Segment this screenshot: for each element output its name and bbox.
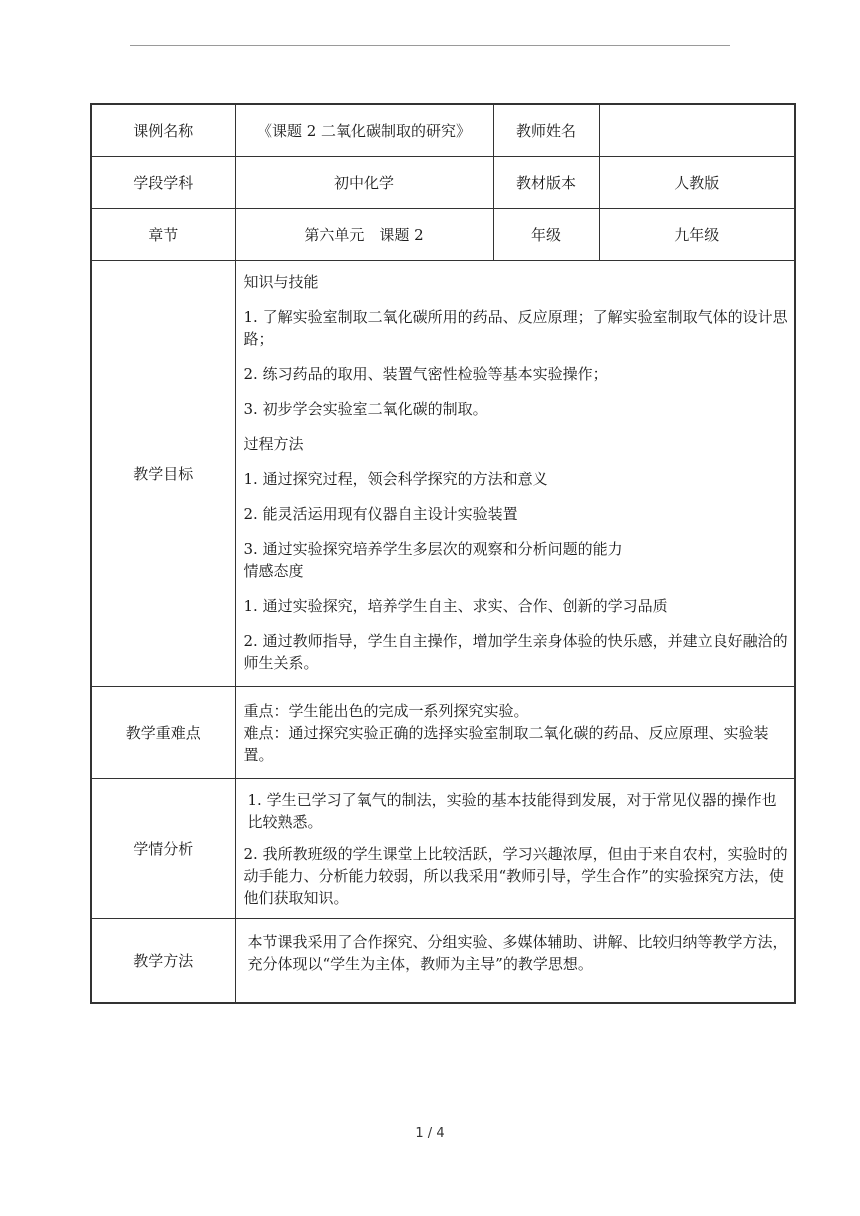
objectives-label: 教学目标 (91, 261, 235, 687)
table-row (91, 779, 795, 919)
knowledge-heading: 知识与技能 (243, 273, 319, 291)
methods-text: 本节课我采用了合作探究、分组实验、多媒体辅助、讲解、比较归纳等教学方法，充分体现以“学生为主体，教师为主导”的教学思想。 (247, 933, 788, 973)
table-row (91, 919, 795, 1003)
methods-content (235, 919, 795, 1003)
analysis-item-1: 1. 学生已学习了氧气的制法，实验的基本技能得到发展，对于常见仪器的操作也比较熟悉。 (247, 790, 777, 831)
page-number: 1 / 4 (415, 1126, 445, 1141)
objectives-content (235, 261, 795, 687)
chapter-label: 章节 (91, 209, 235, 261)
textbook-edition-label: 教材版本 (493, 157, 599, 209)
grade-label: 年级 (493, 209, 599, 261)
emotion-item-2: 2. 通过教师指导，学生自主操作，增加学生亲身体验的快乐感，并建立良好融洽的师生关系。 (243, 632, 788, 672)
table-row (91, 157, 795, 209)
process-item-2: 2. 能灵活运用现有仪器自主设计实验装置 (243, 505, 518, 523)
methods-label: 教学方法 (91, 919, 235, 1003)
focus-text: 重点：学生能出色的完成一系列探究实验。 (243, 701, 529, 720)
difficulty-text: 难点：通过探究实验正确的选择实验室制取二氧化碳的药品、反应原理、实验装置。 (243, 723, 769, 764)
grade-value: 九年级 (599, 209, 795, 261)
analysis-content (235, 779, 795, 919)
lesson-plan-table (90, 103, 796, 1004)
teacher-name-label: 教师姓名 (493, 104, 599, 157)
header-rule (130, 45, 730, 46)
knowledge-item-3: 3. 初步学会实验室二氧化碳的制取。 (243, 400, 488, 418)
process-item-3: 3. 通过实验探究培养学生多层次的观察和分析问题的能力 (243, 540, 623, 558)
analysis-item-2: 2. 我所教班级的学生课堂上比较活跃，学习兴趣浓厚，但由于来自农村，实验时的动手能力、分析能力较弱，所以我采用“教师引导，学生合作”的实验探究方法，使他们获取知识。 (243, 844, 788, 907)
process-heading: 过程方法 (243, 435, 304, 453)
process-item-1: 1. 通过探究过程，领会科学探究的方法和意义 (243, 470, 548, 488)
knowledge-item-2: 2. 练习药品的取用、装置气密性检验等基本实验操作； (243, 365, 608, 383)
emotion-item-1: 1. 通过实验探究，培养学生自主、求实、合作、创新的学习品质 (243, 597, 668, 615)
textbook-edition-value: 人教版 (599, 157, 795, 209)
table-row (91, 261, 795, 687)
key-points-content (235, 687, 795, 779)
course-name-value: 《课题 2 二氧化碳制取的研究》 (235, 104, 493, 157)
teacher-name-value (599, 104, 795, 157)
course-name-label: 课例名称 (91, 104, 235, 157)
emotion-heading: 情感态度 (243, 562, 304, 580)
table-row (91, 209, 795, 261)
key-points-label: 教学重难点 (91, 687, 235, 779)
table-row (91, 104, 795, 157)
chapter-value: 第六单元 课题 2 (235, 209, 493, 261)
knowledge-item-1: 1. 了解实验室制取二氧化碳所用的药品、反应原理；了解实验室制取气体的设计思路； (243, 308, 788, 348)
stage-subject-label: 学段学科 (91, 157, 235, 209)
table-row (91, 687, 795, 779)
stage-subject-value: 初中化学 (235, 157, 493, 209)
analysis-label: 学情分析 (91, 779, 235, 919)
